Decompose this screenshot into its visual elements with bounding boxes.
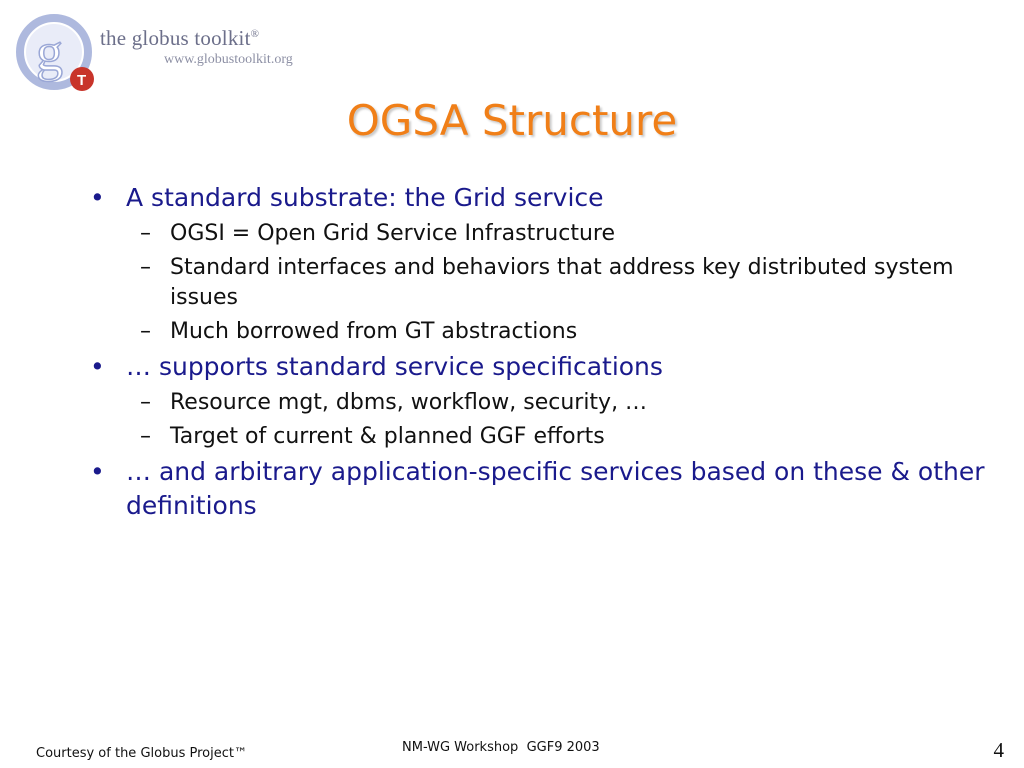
globus-logo [14, 12, 314, 98]
logo-title-text: the globus toolkit [100, 26, 251, 50]
dash-icon: – [140, 319, 151, 344]
slide-title: OGSA Structure [346, 96, 678, 145]
dash-icon: – [140, 390, 151, 415]
sub-bullet-item [84, 317, 1004, 347]
logo-title [100, 26, 259, 51]
bullet-icon: • [90, 457, 105, 486]
sub-bullet-text: OGSI = Open Grid Service Infrastructure [170, 221, 615, 246]
dash-icon: – [140, 255, 151, 280]
dash-icon: – [140, 221, 151, 246]
bullet-text: A standard substrate: the Grid service [126, 183, 604, 212]
bullet-icon: • [90, 183, 105, 212]
globus-g-icon [14, 12, 104, 98]
logo-url: www.globustoolkit.org [164, 52, 293, 67]
bullet-icon: • [90, 352, 105, 381]
bullet-item [84, 181, 1004, 215]
sub-bullet-text: Much borrowed from GT abstractions [170, 319, 578, 344]
logo-g-glyph: g [36, 22, 63, 82]
page-number: 4 [993, 738, 1004, 762]
sub-bullet-item [84, 422, 1004, 452]
sub-bullet-text: Target of current & planned GGF efforts [170, 424, 605, 449]
sub-bullet-text: Standard interfaces and behaviors that address key distributed system issues [170, 255, 954, 310]
bullet-item [84, 350, 1004, 384]
sub-bullet-text: Resource mgt, dbms, workflow, security, … [170, 390, 648, 415]
footer-courtesy: Courtesy of the Globus Project™ [36, 746, 247, 761]
logo-t-badge: T [77, 72, 87, 89]
sub-bullet-item [84, 388, 1004, 418]
footer-workshop: NM-WG Workshop GGF9 2003 [402, 740, 600, 755]
registered-mark: ® [250, 28, 260, 40]
bullet-item [84, 455, 1004, 523]
bullet-text: … and arbitrary application-specific services based on these & other definitions [126, 457, 985, 520]
dash-icon: – [140, 424, 151, 449]
sub-bullet-item [84, 253, 1004, 313]
bullet-list [84, 178, 1004, 523]
sub-bullet-item [84, 219, 1004, 249]
bullet-text: … supports standard service specifications [126, 352, 663, 381]
